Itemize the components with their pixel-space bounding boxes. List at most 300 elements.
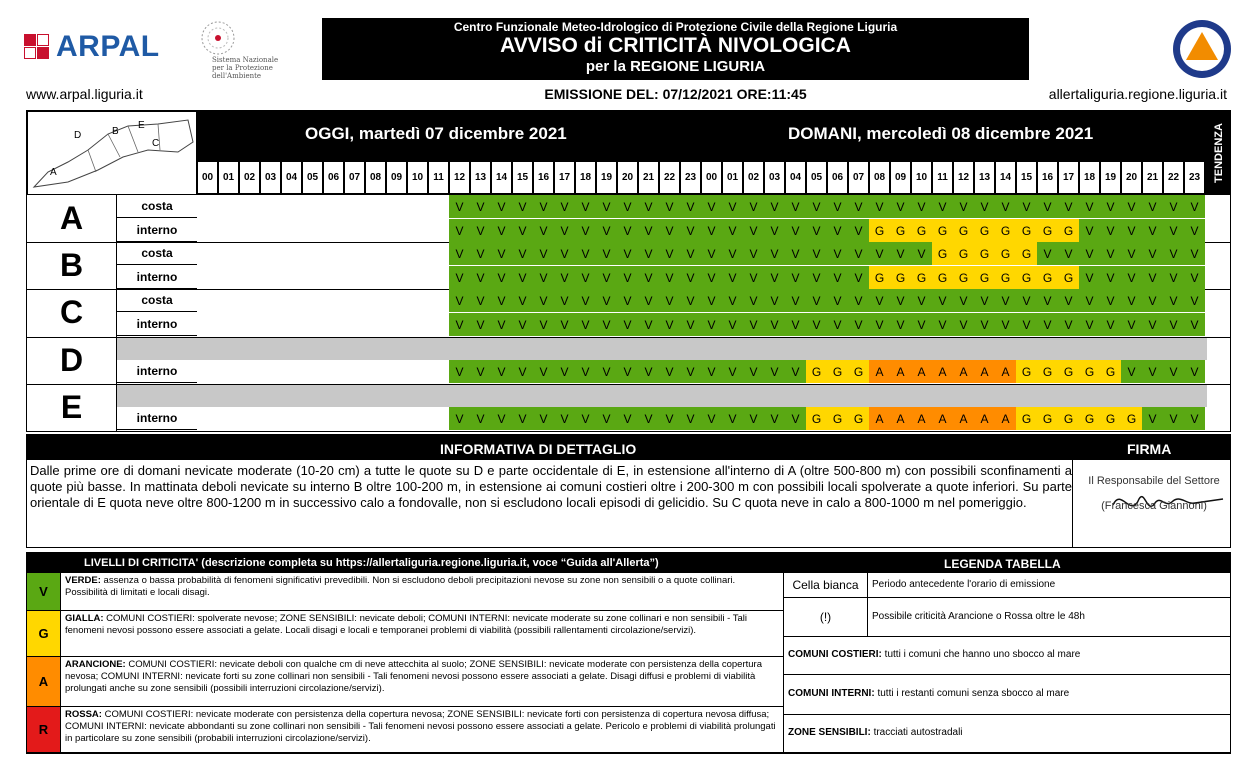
- hour-cell: 07: [345, 162, 364, 193]
- legend-row: [783, 573, 1231, 598]
- criticality-cell: V: [869, 313, 890, 336]
- row-label-costa: costa: [117, 195, 197, 218]
- criticality-cell: A: [932, 407, 953, 430]
- hour-cell: 08: [366, 162, 385, 193]
- signature-title: FIRMA: [1127, 441, 1172, 457]
- criticality-cell: V: [575, 289, 596, 312]
- criticality-cell: V: [701, 266, 722, 289]
- level-row-r: [27, 707, 783, 753]
- criticality-cell: V: [785, 360, 806, 383]
- criticality-cell: V: [806, 289, 827, 312]
- definition-body: tracciati autostradali: [870, 727, 963, 738]
- criticality-cell: V: [449, 242, 470, 265]
- criticality-cell: V: [701, 313, 722, 336]
- criticality-cell: V: [1184, 242, 1205, 265]
- hour-cell: 12: [450, 162, 469, 193]
- criticality-cell: V: [1184, 360, 1205, 383]
- criticality-cell: A: [911, 407, 932, 430]
- criticality-cell: V: [932, 195, 953, 218]
- criticality-cell: V: [638, 242, 659, 265]
- protezione-civile-icon: [1171, 18, 1233, 80]
- hour-cell: 11: [429, 162, 448, 193]
- level-swatch: G: [27, 611, 61, 656]
- criticality-cell: V: [1079, 219, 1100, 242]
- criticality-cell: V: [869, 289, 890, 312]
- criticality-cell: V: [659, 289, 680, 312]
- criticality-cell: G: [1016, 219, 1037, 242]
- criticality-cell: G: [1121, 407, 1142, 430]
- criticality-cell: V: [659, 219, 680, 242]
- level-swatch: V: [27, 573, 61, 610]
- criticality-cell: V: [554, 195, 575, 218]
- row-label-interno: interno: [117, 313, 197, 336]
- criticality-cell: V: [680, 289, 701, 312]
- criticality-cell: G: [953, 266, 974, 289]
- criticality-cell: V: [596, 360, 617, 383]
- hour-cell: 00: [198, 162, 217, 193]
- criticality-cell: V: [1100, 195, 1121, 218]
- zone-letter-e: E: [27, 384, 117, 431]
- criticality-cell: V: [1079, 313, 1100, 336]
- criticality-cell: V: [1037, 313, 1058, 336]
- criticality-cell: V: [680, 219, 701, 242]
- legend-key: Cella bianca: [784, 573, 868, 597]
- criticality-cell: V: [596, 407, 617, 430]
- criticality-cell: V: [449, 219, 470, 242]
- hour-cell: 20: [618, 162, 637, 193]
- hour-cell: 14: [996, 162, 1015, 193]
- legend-key: (!): [784, 598, 868, 636]
- criticality-cell: V: [659, 242, 680, 265]
- hour-cell: 00: [702, 162, 721, 193]
- criticality-cell: V: [1079, 242, 1100, 265]
- legend-definition: [783, 715, 1231, 753]
- criticality-cell: G: [1016, 407, 1037, 430]
- criticality-cell: V: [491, 360, 512, 383]
- criticality-cell: G: [1037, 360, 1058, 383]
- criticality-cell: V: [1058, 195, 1079, 218]
- criticality-cell: V: [1121, 266, 1142, 289]
- criticality-cell: G: [1058, 219, 1079, 242]
- definition-text: [788, 727, 963, 738]
- liguria-flag-icon: [24, 34, 50, 60]
- criticality-cell: G: [953, 219, 974, 242]
- criticality-cell: G: [827, 360, 848, 383]
- criticality-cell: V: [1163, 313, 1184, 336]
- criticality-cell: V: [806, 219, 827, 242]
- criticality-cell: V: [1163, 360, 1184, 383]
- hour-cell: 01: [723, 162, 742, 193]
- zone-map: [27, 111, 197, 195]
- criticality-cell: V: [554, 407, 575, 430]
- criticality-cell: V: [1163, 242, 1184, 265]
- criticality-cell: A: [890, 407, 911, 430]
- criticality-cell: V: [1142, 289, 1163, 312]
- level-row-g: [27, 611, 783, 657]
- criticality-cell: V: [512, 242, 533, 265]
- allerta-url[interactable]: allertaliguria.regione.liguria.it: [1048, 86, 1227, 102]
- criticality-cell: V: [1184, 289, 1205, 312]
- criticality-cell: V: [743, 242, 764, 265]
- criticality-cell: V: [995, 313, 1016, 336]
- criticality-cell: G: [1079, 407, 1100, 430]
- criticality-cell: V: [722, 407, 743, 430]
- hour-cell: 10: [408, 162, 427, 193]
- snpa-logo: [196, 18, 292, 80]
- criticality-cell: V: [575, 407, 596, 430]
- snpa-icon: [196, 18, 256, 58]
- criticality-cell: G: [827, 407, 848, 430]
- criticality-cell: V: [1016, 195, 1037, 218]
- criticality-cell: G: [995, 242, 1016, 265]
- criticality-cell: V: [827, 242, 848, 265]
- criticality-cell: A: [953, 360, 974, 383]
- criticality-cell: V: [512, 313, 533, 336]
- criticality-cell: V: [743, 266, 764, 289]
- tomorrow-label: DOMANI, mercoledì 08 dicembre 2021: [788, 124, 1094, 143]
- level-text: COMUNI COSTIERI: nevicate deboli con qualche cm di neve attecchita al suolo; ZONE SENSIBILI: nevicate moderate con persistenza della copertura nevosa; COMUNI INTERNI: nevicate forti su zone collinari non sensibili - Tali fenomeni nevosi possono essere associati a gelate. Disagi diffusi e problemi di viabilità prolungati anche su zone sensibili (possibili interruzioni circolazione/servizi).: [65, 659, 762, 694]
- criticality-cell: G: [974, 242, 995, 265]
- criticality-cell: V: [785, 242, 806, 265]
- criticality-cell: V: [764, 195, 785, 218]
- criticality-cell: G: [1037, 407, 1058, 430]
- criticality-cell: V: [911, 242, 932, 265]
- criticality-cell: V: [449, 195, 470, 218]
- hour-cell: 19: [597, 162, 616, 193]
- criticality-cell: V: [680, 195, 701, 218]
- hour-cell: 23: [1185, 162, 1204, 193]
- criticality-cell: V: [1100, 242, 1121, 265]
- criticality-cell: G: [1016, 360, 1037, 383]
- hour-cell: 01: [219, 162, 238, 193]
- hour-cell: 06: [828, 162, 847, 193]
- criticality-cell: V: [1016, 313, 1037, 336]
- level-name: ARANCIONE:: [65, 659, 126, 670]
- criticality-cell: V: [575, 360, 596, 383]
- criticality-cell: V: [554, 219, 575, 242]
- emission-date: EMISSIONE DEL: 07/12/2021 ORE:11:45: [544, 86, 807, 102]
- criticality-cell: G: [890, 219, 911, 242]
- criticality-cell: V: [1184, 219, 1205, 242]
- arpal-logo: [24, 30, 174, 64]
- criticality-cell: V: [827, 289, 848, 312]
- criticality-cell: G: [953, 242, 974, 265]
- zone-letter-b: B: [27, 242, 117, 289]
- criticality-cell: G: [869, 266, 890, 289]
- criticality-cell: V: [1121, 242, 1142, 265]
- hour-cell: 04: [282, 162, 301, 193]
- criticality-cell: V: [953, 313, 974, 336]
- criticality-cell: V: [1016, 289, 1037, 312]
- hour-cell: 21: [1143, 162, 1162, 193]
- criticality-cell: V: [491, 195, 512, 218]
- criticality-cell: V: [1163, 407, 1184, 430]
- criticality-cell: V: [722, 313, 743, 336]
- criticality-cell: V: [491, 289, 512, 312]
- hour-cell: 15: [513, 162, 532, 193]
- criticality-cell: G: [890, 266, 911, 289]
- row-label-interno: interno: [117, 219, 197, 242]
- criticality-cell: V: [890, 195, 911, 218]
- hour-cell: 19: [1101, 162, 1120, 193]
- criticality-cell: V: [1121, 195, 1142, 218]
- criticality-cell: V: [785, 266, 806, 289]
- title-line3: per la REGIONE LIGURIA: [585, 58, 766, 75]
- criticality-cell: V: [659, 195, 680, 218]
- criticality-cell: V: [512, 289, 533, 312]
- criticality-cell: V: [722, 242, 743, 265]
- criticality-cell: V: [512, 266, 533, 289]
- hour-cell: 02: [744, 162, 763, 193]
- criticality-cell: V: [722, 289, 743, 312]
- criticality-cell: A: [995, 360, 1016, 383]
- criticality-cell: V: [848, 242, 869, 265]
- criticality-cell: V: [533, 195, 554, 218]
- hour-cell: 23: [681, 162, 700, 193]
- criticality-cell: V: [470, 266, 491, 289]
- level-text: COMUNI COSTIERI: nevicate moderate con persistenza della copertura nevosa; ZONE SENSIBILI: nevicate forti con persistenza di copertura nevosa diffusa; COMUNI INTERNI: nevicate abbondanti su zone collinari non sensibili - Tali fenomeni nevosi possono essere associati a gelate. Pericolo e problemi di viabilità prolungati in particolare su zone sensibili (probabili interruzioni circolazione/servizi).: [65, 709, 776, 744]
- criticality-cell: G: [848, 360, 869, 383]
- hour-cell: 05: [807, 162, 826, 193]
- map-label-d: D: [74, 130, 82, 141]
- criticality-cell: V: [890, 242, 911, 265]
- criticality-cell: V: [470, 195, 491, 218]
- hour-cell: 06: [324, 162, 343, 193]
- criticality-cell: V: [596, 219, 617, 242]
- zone-letter-c: C: [27, 289, 117, 336]
- criticality-cell: V: [722, 266, 743, 289]
- level-swatch: R: [27, 707, 61, 752]
- criticality-cell: V: [743, 360, 764, 383]
- definition-term: COMUNI COSTIERI:: [788, 649, 882, 660]
- level-name: VERDE:: [65, 575, 101, 586]
- criticality-cell: A: [869, 407, 890, 430]
- criticality-cell: V: [617, 242, 638, 265]
- snpa-logo-text: Sistema Nazionale per la Protezione dell'Ambiente: [212, 56, 279, 80]
- criticality-cell: V: [911, 289, 932, 312]
- legend-row: [783, 598, 1231, 637]
- criticality-cell: A: [911, 360, 932, 383]
- criticality-cell: V: [701, 360, 722, 383]
- criticality-cell: V: [1100, 266, 1121, 289]
- criticality-cell: G: [932, 219, 953, 242]
- map-label-e: E: [138, 120, 145, 131]
- info-text: Dalle prime ore di domani nevicate moderate (10-20 cm) a tutte le quote su D e parte occidentale di E, in estensione all'interno di A (oltre 500-800 m) con possibili sconfinamenti a quote più basse. In mattinata deboli nevicate su interno B oltre 100-200 m, in estensione ai comuni costieri oltre i 200-300 m con possibili locali spolverate a quote inferiori. Su parte orientale di E quota neve oltre 800-1200 m in successivo calo a fondovalle, non si escludono locali episodi di gelicidio. Su C quota neve in calo a 800-1000 m nel pomeriggio.: [30, 463, 1072, 510]
- criticality-cell: G: [848, 407, 869, 430]
- legend-title: LEGENDA TABELLA: [944, 557, 1061, 571]
- criticality-cell: V: [701, 407, 722, 430]
- criticality-cell: A: [869, 360, 890, 383]
- criticality-cell: V: [512, 219, 533, 242]
- arpal-url[interactable]: www.arpal.liguria.it: [26, 86, 143, 102]
- criticality-cell: V: [764, 289, 785, 312]
- criticality-cell: V: [1163, 289, 1184, 312]
- criticality-cell: G: [974, 219, 995, 242]
- criticality-cell: V: [827, 313, 848, 336]
- hour-cell: 11: [933, 162, 952, 193]
- hour-cell: 03: [261, 162, 280, 193]
- criticality-cell: V: [785, 407, 806, 430]
- criticality-cell: V: [743, 219, 764, 242]
- criticality-cell: V: [743, 407, 764, 430]
- criticality-cell: V: [932, 313, 953, 336]
- hour-cell: 13: [471, 162, 490, 193]
- criticality-cell: V: [638, 266, 659, 289]
- level-row-v: [27, 573, 783, 611]
- criticality-cell: V: [533, 219, 554, 242]
- criticality-cell: V: [911, 313, 932, 336]
- hour-cell: 12: [954, 162, 973, 193]
- criticality-cell: G: [1100, 407, 1121, 430]
- criticality-cell: V: [512, 407, 533, 430]
- criticality-cell: V: [491, 219, 512, 242]
- hour-cell: 04: [786, 162, 805, 193]
- criticality-cell: V: [575, 195, 596, 218]
- level-name: ROSSA:: [65, 709, 102, 720]
- hour-cell: 16: [534, 162, 553, 193]
- legend-value: Periodo antecedente l'orario di emissione: [872, 578, 1056, 590]
- level-text: COMUNI COSTIERI: spolverate nevose; ZONE SENSIBILI: nevicate deboli; COMUNI INTERNI: nevicate moderate su zone collinari e non sensibili - Tali fenomeni nevosi possono essere associati a gelate. Locali disagi e locali e temporanei problemi di viabilità (possibili rallentamenti circolazione/servizi).: [65, 613, 747, 636]
- criticality-cell: V: [533, 360, 554, 383]
- levels-title: LIVELLI DI CRITICITA' (descrizione completa su https://allertaliguria.regione.liguria.it, voce “Guida all'Allerta”): [84, 557, 659, 569]
- gray-band: [117, 385, 1207, 407]
- criticality-cell: V: [743, 313, 764, 336]
- hour-cell: 22: [660, 162, 679, 193]
- criticality-cell: V: [722, 195, 743, 218]
- criticality-cell: V: [785, 195, 806, 218]
- criticality-cell: V: [533, 266, 554, 289]
- criticality-cell: V: [890, 313, 911, 336]
- criticality-cell: V: [617, 195, 638, 218]
- criticality-cell: V: [449, 407, 470, 430]
- row-label-costa: costa: [117, 242, 197, 265]
- criticality-cell: V: [1100, 313, 1121, 336]
- criticality-cell: V: [764, 313, 785, 336]
- criticality-cell: V: [575, 219, 596, 242]
- level-description: [65, 575, 777, 599]
- criticality-cell: G: [806, 407, 827, 430]
- criticality-cell: V: [1184, 266, 1205, 289]
- liguria-map-icon: [28, 112, 196, 194]
- hour-cell: 10: [912, 162, 931, 193]
- criticality-cell: V: [869, 242, 890, 265]
- hour-cell: 17: [555, 162, 574, 193]
- criticality-cell: V: [596, 195, 617, 218]
- criticality-cell: A: [890, 360, 911, 383]
- criticality-cell: V: [638, 313, 659, 336]
- criticality-cell: V: [974, 195, 995, 218]
- criticality-cell: V: [554, 313, 575, 336]
- criticality-cell: V: [1142, 313, 1163, 336]
- criticality-cell: V: [995, 289, 1016, 312]
- criticality-cell: V: [575, 313, 596, 336]
- criticality-cell: G: [911, 266, 932, 289]
- criticality-cell: V: [596, 242, 617, 265]
- criticality-cell: V: [617, 360, 638, 383]
- hour-cell: 18: [1080, 162, 1099, 193]
- criticality-cell: V: [491, 313, 512, 336]
- hour-cell: 07: [849, 162, 868, 193]
- level-name: GIALLA:: [65, 613, 104, 624]
- row-label-interno: interno: [117, 360, 197, 383]
- criticality-cell: V: [1058, 242, 1079, 265]
- zone-letter-a: A: [27, 195, 117, 242]
- criticality-cell: V: [953, 195, 974, 218]
- criticality-cell: V: [617, 219, 638, 242]
- criticality-cell: G: [1058, 360, 1079, 383]
- criticality-cell: G: [932, 266, 953, 289]
- criticality-cell: G: [1016, 242, 1037, 265]
- level-description: [65, 709, 777, 745]
- criticality-cell: V: [1058, 289, 1079, 312]
- definition-term: COMUNI INTERNI:: [788, 688, 875, 699]
- criticality-cell: V: [680, 242, 701, 265]
- criticality-cell: V: [617, 266, 638, 289]
- row-label-interno: interno: [117, 407, 197, 430]
- criticality-cell: A: [974, 360, 995, 383]
- title-line1: Centro Funzionale Meteo-Idrologico di Protezione Civile della Regione Liguria: [453, 20, 898, 34]
- criticality-cell: G: [1100, 360, 1121, 383]
- legend-definition: [783, 637, 1231, 675]
- criticality-cell: V: [617, 407, 638, 430]
- criticality-cell: V: [470, 407, 491, 430]
- criticality-cell: V: [1142, 407, 1163, 430]
- trend-label: TENDENZA: [1213, 123, 1225, 183]
- level-row-a: [27, 657, 783, 707]
- zone-divider: [27, 431, 1231, 432]
- criticality-cell: V: [1058, 313, 1079, 336]
- criticality-cell: V: [638, 289, 659, 312]
- map-label-a: A: [50, 167, 57, 178]
- criticality-cell: A: [974, 407, 995, 430]
- criticality-cell: V: [1142, 219, 1163, 242]
- criticality-cell: V: [680, 266, 701, 289]
- criticality-cell: V: [890, 289, 911, 312]
- criticality-cell: V: [848, 195, 869, 218]
- criticality-cell: V: [533, 407, 554, 430]
- criticality-cell: V: [848, 289, 869, 312]
- criticality-cell: V: [680, 407, 701, 430]
- criticality-cell: V: [911, 195, 932, 218]
- criticality-cell: V: [1121, 360, 1142, 383]
- level-description: [65, 613, 777, 637]
- row-label-interno: interno: [117, 266, 197, 289]
- criticality-cell: V: [827, 195, 848, 218]
- criticality-cell: V: [1184, 195, 1205, 218]
- criticality-cell: V: [659, 360, 680, 383]
- criticality-cell: V: [1079, 195, 1100, 218]
- criticality-cell: V: [533, 242, 554, 265]
- criticality-cell: V: [1142, 242, 1163, 265]
- hour-cell: 05: [303, 162, 322, 193]
- criticality-cell: V: [1121, 289, 1142, 312]
- hour-cell: 17: [1059, 162, 1078, 193]
- criticality-cell: V: [470, 360, 491, 383]
- criticality-cell: V: [701, 242, 722, 265]
- trend-column: [1207, 111, 1231, 195]
- definition-term: ZONE SENSIBILI:: [788, 727, 871, 738]
- criticality-cell: V: [659, 266, 680, 289]
- criticality-cell: V: [1079, 289, 1100, 312]
- criticality-cell: V: [638, 407, 659, 430]
- criticality-cell: V: [848, 266, 869, 289]
- criticality-cell: V: [1037, 289, 1058, 312]
- criticality-cell: V: [449, 313, 470, 336]
- criticality-cell: V: [449, 360, 470, 383]
- arpal-logo-text: ARPAL: [56, 30, 160, 63]
- criticality-cell: G: [932, 242, 953, 265]
- criticality-cell: V: [470, 219, 491, 242]
